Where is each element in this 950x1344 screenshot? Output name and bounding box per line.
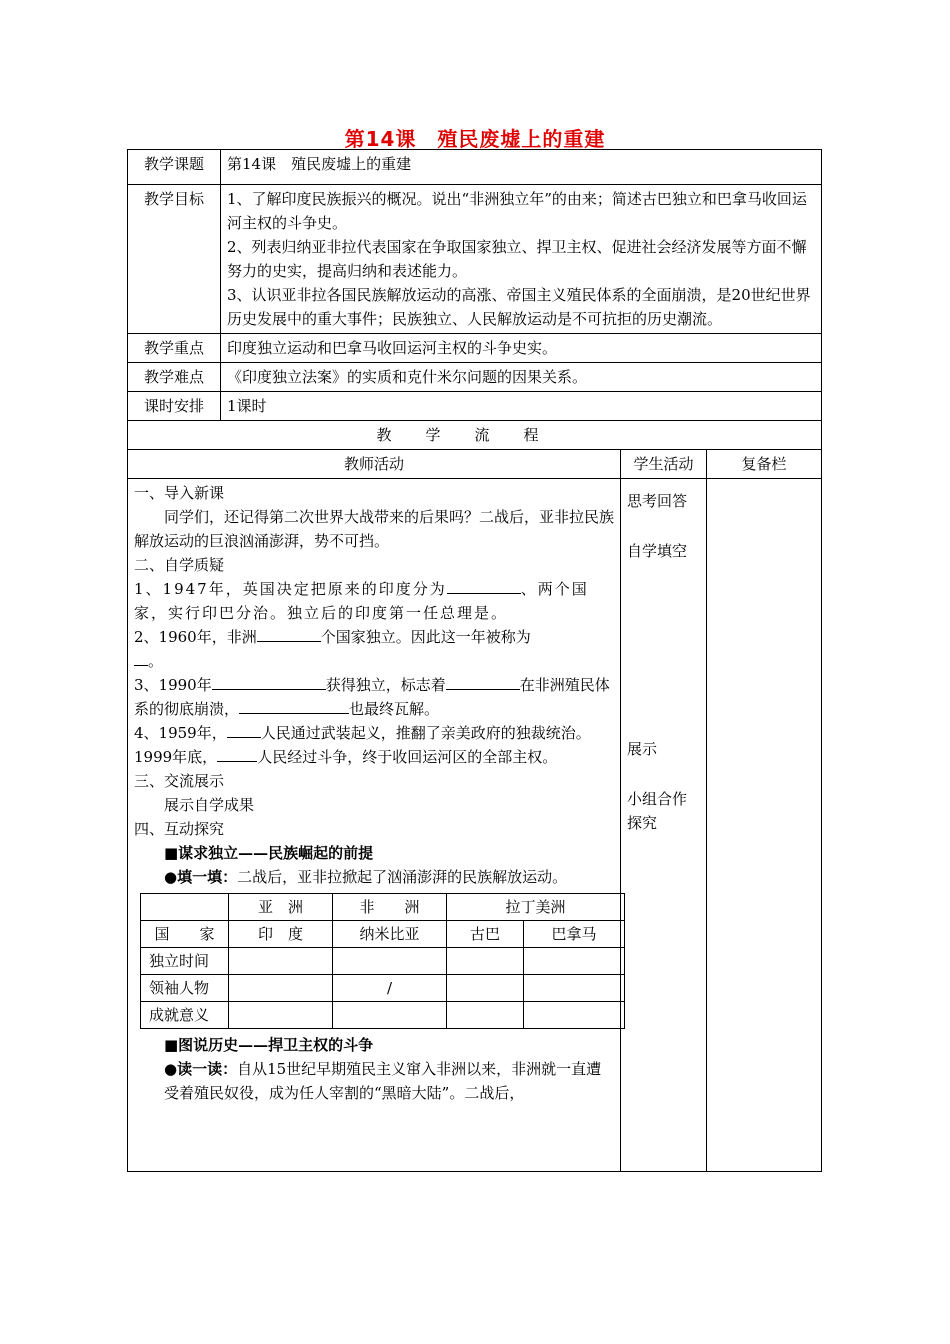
q4-text-b: 人民通过武装起义，推翻了亲美政府的独裁统治。1999年底， [134, 724, 591, 766]
answer-cell[interactable] [229, 1002, 333, 1029]
read-prompt [134, 1057, 614, 1105]
answer-cell[interactable] [229, 975, 333, 1002]
q3-text-c: 在非洲殖民体系的彻底崩溃， [134, 676, 610, 718]
student-item: 自学填空 [627, 542, 688, 560]
goals-value [221, 185, 822, 334]
q4-blank-2[interactable] [217, 747, 257, 762]
q3-blank-1[interactable] [212, 675, 326, 690]
hours-label: 课时安排 [128, 392, 221, 421]
q1-text-a: 1、1947年，英国决定把原来的印度分为 [134, 580, 447, 598]
section-heading: 四、互动探究 [134, 820, 225, 838]
answer-cell[interactable] [333, 1002, 447, 1029]
fill-prompt [134, 865, 614, 889]
q3-text-b: 获得独立，标志着 [325, 676, 446, 694]
region-header: 拉丁美洲 [447, 894, 625, 921]
q3-blank-3[interactable] [239, 699, 349, 714]
country-cell: 古巴 [447, 921, 524, 948]
goal-item: 3、认识亚非拉各国民族解放运动的高涨、帝国主义殖民体系的全面崩溃，是20世纪世界历史发展中的重大事件；民族独立、人民解放运动是不可抗拒的历史潮流。 [227, 286, 811, 328]
student-item: 展示 [627, 740, 658, 758]
row-difficulty [128, 363, 822, 392]
flow-heading: 教学流程 [128, 421, 822, 450]
q2-text-c: 。 [148, 652, 164, 670]
answer-cell[interactable] [229, 948, 333, 975]
section-heading: 二、自学质疑 [134, 556, 225, 574]
q4-text-a: 4、1959年， [134, 724, 227, 742]
exchange-text: 展示自学成果 [164, 796, 255, 814]
col-teacher: 教师活动 [128, 450, 621, 479]
difficulty-label: 教学难点 [128, 363, 221, 392]
independence-table [140, 893, 625, 1029]
answer-cell[interactable] [524, 948, 625, 975]
student-item: 思考回答 [627, 492, 688, 510]
col-student: 学生活动 [621, 450, 707, 479]
goal-item: 1、了解印度民族振兴的概况。说出“非洲独立年”的由来；简述古巴独立和巴拿马收回运河主权的斗争史。 [227, 190, 807, 232]
q1-text-b: 、两个国家，实行印巴分治。独立后的印度第一任总理是 [134, 580, 589, 622]
q2-blank-2[interactable] [134, 651, 148, 666]
lesson-plan-table [127, 149, 822, 1172]
row-activities [128, 479, 822, 1172]
row-topic [128, 150, 822, 185]
answer-cell[interactable] [447, 948, 524, 975]
answer-cell[interactable] [333, 948, 447, 975]
country-cell: 印 度 [229, 921, 333, 948]
q4-text-c: 人民经过斗争，终于收回运河区的全部主权。 [257, 748, 558, 766]
teacher-activity [128, 479, 621, 1172]
row-key [128, 334, 822, 363]
row-flow-heading [128, 421, 822, 450]
q3-blank-2[interactable] [446, 675, 520, 690]
q4-blank-1[interactable] [227, 723, 261, 738]
question-4 [134, 721, 614, 769]
country-cell: 纳米比亚 [333, 921, 447, 948]
answer-cell[interactable] [447, 1002, 524, 1029]
key-value: 印度独立运动和巴拿马收回运河主权的斗争史实。 [221, 334, 822, 363]
read-label: ●读一读： [164, 1060, 238, 1078]
read-text: 自从15世纪早期殖民主义窜入非洲以来，非洲就一直遭受着殖民奴役，成为任人宰割的“黑暗大陆”。二战后， [164, 1060, 602, 1102]
student-activity [621, 479, 707, 1172]
answer-cell[interactable] [524, 1002, 625, 1029]
question-2 [134, 625, 614, 673]
row-label: 独立时间 [141, 948, 229, 975]
question-3 [134, 673, 614, 721]
q2-text-a: 2、1960年，非洲 [134, 628, 257, 646]
country-label: 国 家 [141, 921, 229, 948]
region-header: 非 洲 [333, 894, 447, 921]
q3-text-a: 3、1990年 [134, 676, 212, 694]
answer-cell[interactable] [524, 975, 625, 1002]
region-header: 亚 洲 [229, 894, 333, 921]
goal-item: 2、列表归纳亚非拉代表国家在争取国家独立、捍卫主权、促进社会经济发展等方面不懈努力的史实，提高归纳和表述能力。 [227, 238, 807, 280]
row-label: 领袖人物 [141, 975, 229, 1002]
key-label: 教学重点 [128, 334, 221, 363]
q3-text-d: 也最终瓦解。 [349, 700, 440, 718]
q1-text-c: 。 [491, 604, 509, 622]
inner-corner [141, 894, 229, 921]
subheading-independence: ■谋求独立——民族崛起的前提 [164, 844, 374, 862]
difficulty-value: 《印度独立法案》的实质和克什米尔问题的因果关系。 [221, 363, 822, 392]
answer-cell[interactable] [447, 975, 524, 1002]
student-item: 小组合作 [627, 790, 688, 808]
topic-value: 第14课 殖民废墟上的重建 [221, 150, 822, 185]
q2-blank[interactable] [257, 627, 321, 642]
hours-value: 1课时 [221, 392, 822, 421]
section-heading: 三、交流展示 [134, 772, 225, 790]
student-item: 探究 [627, 814, 658, 832]
notes-column[interactable] [707, 479, 822, 1172]
page-title: 第14课 殖民废墟上的重建 [344, 127, 606, 151]
fill-label: ●填一填： [164, 868, 238, 886]
country-cell: 巴拿马 [524, 921, 625, 948]
row-hours [128, 392, 822, 421]
topic-label: 教学课题 [128, 150, 221, 185]
intro-text: 同学们，还记得第二次世界大战带来的后果吗？二战后，亚非拉民族解放运动的巨浪汹涌澎湃，势不可挡。 [134, 508, 615, 550]
row-goals [128, 185, 822, 334]
fill-text: 二战后，亚非拉掀起了汹涌澎湃的民族解放运动。 [237, 868, 568, 886]
row-label: 成就意义 [141, 1002, 229, 1029]
question-1 [134, 577, 614, 625]
q1-blank[interactable] [447, 579, 521, 594]
q2-text-b: 个国家独立。因此这一年被称为 [320, 628, 531, 646]
section-heading: 一、导入新课 [134, 484, 225, 502]
goals-label: 教学目标 [128, 185, 221, 334]
col-notes: 复备栏 [707, 450, 822, 479]
row-column-headers [128, 450, 822, 479]
subheading-sovereignty: ■图说历史——捍卫主权的斗争 [164, 1036, 374, 1054]
slash-cell: / [333, 975, 447, 1002]
